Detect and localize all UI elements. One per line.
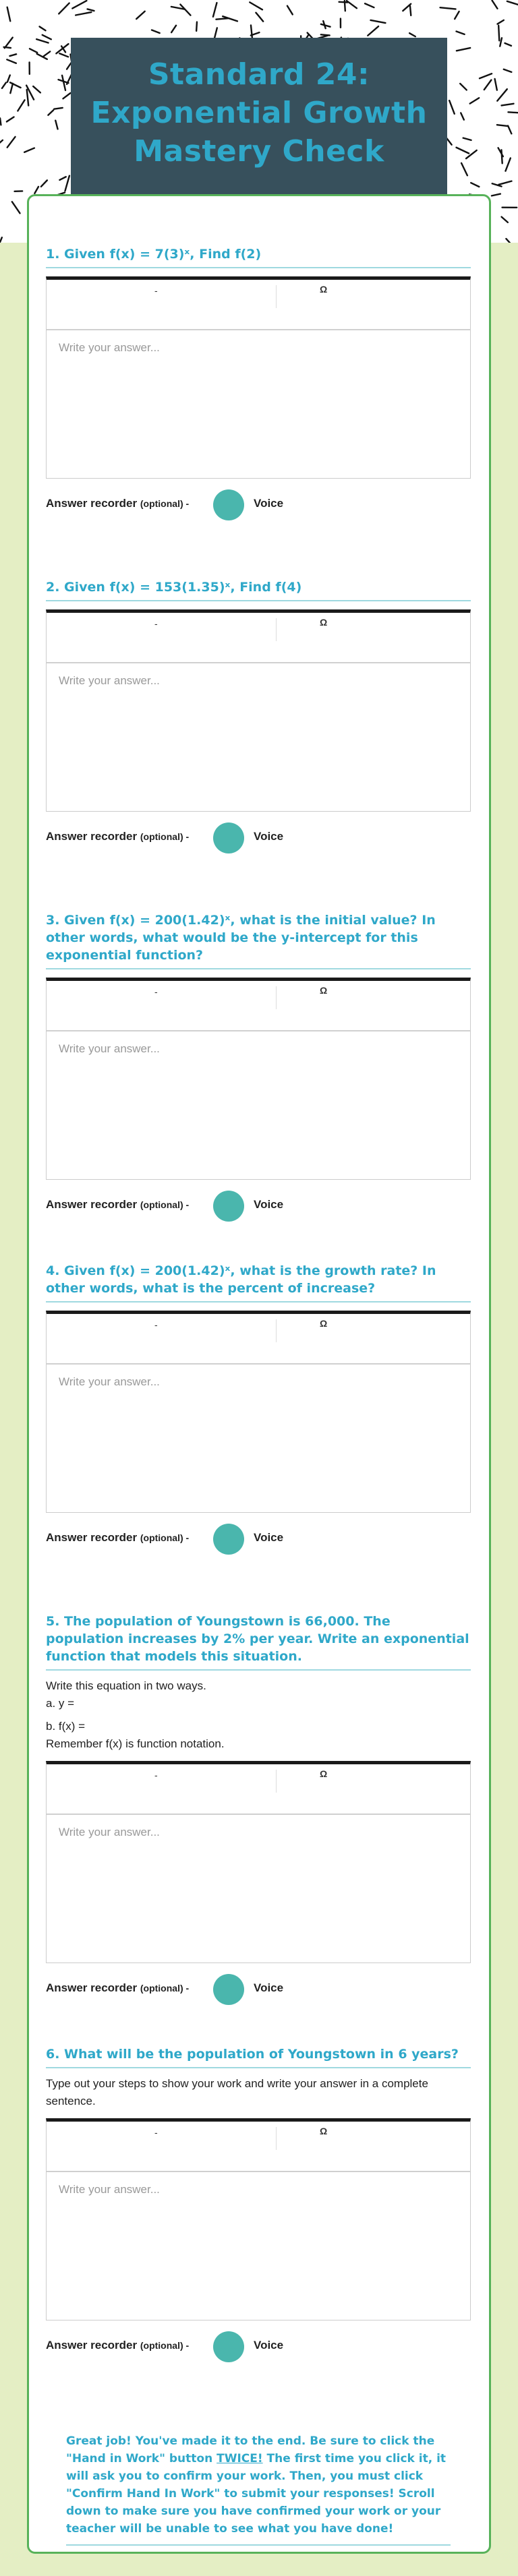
toolbar-divider	[276, 285, 277, 308]
question-5	[46, 1613, 471, 2006]
pattern-stroke	[256, 13, 263, 22]
pattern-stroke	[18, 100, 24, 111]
answer-input[interactable]: Write your answer...	[46, 1814, 471, 1963]
pattern-stroke	[484, 80, 492, 90]
recorder-label: Answer recorder (optional) -	[46, 497, 190, 510]
pattern-stroke	[500, 38, 502, 46]
question-description	[46, 1677, 471, 1753]
desc-line: Remember f(x) is function notation.	[46, 1737, 225, 1750]
pattern-stroke	[62, 76, 65, 90]
pattern-stroke	[9, 54, 16, 56]
answer-input[interactable]: Write your answer...	[46, 1030, 471, 1180]
pattern-stroke	[457, 32, 465, 34]
pattern-stroke	[27, 90, 28, 106]
pattern-stroke	[250, 2, 262, 9]
record-button[interactable]	[213, 2331, 244, 2362]
format-select[interactable]: -	[154, 986, 158, 997]
closing-instructions: Great job! You've made it to the end. Be sure to click the "Hand in Work" button TWICE! The first time you click it, it will ask you to confirm your work. Then, you must click "Confirm Hand In Work" to submit your responses! Scroll down to make sure you have confirmed your work or your teacher will be unable to see what you have done!	[66, 2432, 451, 2546]
editor-toolbar	[46, 1761, 471, 1814]
record-button[interactable]	[213, 489, 244, 520]
pattern-stroke	[30, 49, 37, 53]
recorder-label: Answer recorder (optional) -	[46, 830, 190, 843]
pattern-stroke	[321, 34, 330, 35]
pattern-stroke	[41, 180, 47, 186]
pattern-stroke	[455, 11, 459, 19]
answer-input[interactable]: Write your answer...	[46, 329, 471, 479]
pattern-stroke	[40, 26, 46, 30]
toolbar-divider	[276, 1319, 277, 1342]
pattern-stroke	[457, 148, 469, 154]
pattern-stroke	[505, 158, 510, 171]
pattern-stroke	[4, 47, 11, 48]
title-line: Standard 24:	[148, 57, 370, 92]
pattern-stroke	[507, 1, 518, 5]
pattern-stroke	[12, 202, 20, 213]
pattern-stroke	[33, 86, 40, 92]
pattern-stroke	[501, 150, 502, 163]
page-header	[71, 38, 447, 194]
pattern-stroke	[196, 22, 197, 31]
pattern-stroke	[508, 125, 511, 133]
pattern-stroke	[7, 76, 10, 82]
editor-toolbar	[46, 609, 471, 662]
pattern-stroke	[152, 30, 160, 34]
pattern-stroke	[339, 2, 348, 3]
desc-line: a. y =	[46, 1697, 75, 1710]
format-select[interactable]: -	[154, 1319, 158, 1330]
omega-icon[interactable]: Ω	[320, 1318, 328, 1329]
toolbar-divider	[276, 1770, 277, 1793]
record-button[interactable]	[213, 1974, 244, 2005]
page-title	[71, 55, 447, 171]
format-select[interactable]: -	[154, 1770, 158, 1780]
pattern-stroke	[0, 140, 3, 148]
pattern-stroke	[470, 98, 480, 103]
pattern-stroke	[76, 12, 91, 15]
pattern-stroke	[180, 5, 190, 16]
pattern-stroke	[36, 39, 48, 42]
pattern-stroke	[54, 108, 63, 109]
question-1	[46, 245, 471, 522]
pattern-stroke	[0, 237, 2, 243]
answer-input[interactable]: Write your answer...	[46, 2171, 471, 2320]
record-button[interactable]	[213, 1191, 244, 1222]
pattern-stroke	[171, 26, 176, 32]
pattern-stroke	[449, 100, 455, 114]
pattern-stroke	[10, 84, 13, 93]
question-2	[46, 578, 471, 855]
pattern-stroke	[65, 176, 69, 191]
pattern-stroke	[7, 7, 11, 22]
format-select[interactable]: -	[154, 618, 158, 629]
pattern-stroke	[56, 44, 68, 53]
pattern-stroke	[461, 163, 467, 175]
pattern-stroke	[287, 6, 293, 15]
pattern-stroke	[24, 148, 34, 152]
pattern-stroke	[498, 26, 499, 41]
answer-recorder	[46, 1973, 471, 2006]
answer-recorder	[46, 1522, 471, 1556]
toolbar-divider	[276, 618, 277, 641]
editor-toolbar	[46, 2118, 471, 2171]
question-title: 6. What will be the population of Youngstown in 6 years?	[46, 2045, 471, 2068]
omega-icon[interactable]: Ω	[320, 1768, 328, 1779]
pattern-stroke	[88, 9, 94, 11]
pattern-stroke	[471, 183, 479, 187]
pattern-stroke	[506, 239, 511, 243]
answer-recorder	[46, 2330, 471, 2364]
pattern-stroke	[460, 84, 467, 90]
format-select[interactable]: -	[154, 2127, 158, 2138]
question-title: 4. Given f(x) = 200(1.42)ˣ, what is the growth rate? In other words, what is the percent of increase?	[46, 1262, 471, 1302]
pattern-stroke	[7, 137, 16, 148]
pattern-stroke	[495, 79, 497, 90]
pattern-stroke	[59, 177, 65, 180]
pattern-stroke	[59, 3, 69, 14]
question-6	[46, 2045, 471, 2364]
pattern-stroke	[72, 1, 86, 8]
pattern-stroke	[55, 121, 57, 129]
editor-toolbar	[46, 276, 471, 329]
desc-line: Type out your steps to show your work and write your answer in a complete sentence.	[46, 2077, 428, 2107]
editor-toolbar	[46, 978, 471, 1030]
question-4	[46, 1262, 471, 1556]
omega-icon[interactable]: Ω	[320, 985, 328, 996]
question-title: 1. Given f(x) = 7(3)ˣ, Find f(2)	[46, 245, 471, 268]
pattern-stroke	[7, 117, 14, 122]
pattern-stroke	[0, 118, 1, 125]
recorder-label: Answer recorder (optional) -	[46, 1981, 190, 1994]
pattern-stroke	[505, 43, 511, 46]
voice-label: Voice	[254, 1198, 284, 1211]
pattern-stroke	[2, 82, 6, 88]
pattern-stroke	[365, 3, 374, 7]
pattern-stroke	[497, 20, 503, 24]
omega-icon[interactable]: Ω	[320, 617, 328, 628]
pattern-stroke	[498, 181, 511, 185]
pattern-stroke	[42, 35, 51, 40]
pattern-stroke	[216, 18, 228, 20]
voice-label: Voice	[254, 1981, 284, 1994]
question-title: 5. The population of Youngstown is 66,000. The population increases by 2% per year. Write an exponential function that models this situation.	[46, 1613, 471, 1671]
answer-recorder	[46, 1189, 471, 1223]
pattern-stroke	[497, 125, 507, 126]
recorder-label: Answer recorder (optional) -	[46, 1531, 190, 1544]
pattern-stroke	[497, 89, 507, 100]
question-description	[46, 2075, 471, 2110]
voice-label: Voice	[254, 2339, 284, 2352]
omega-icon[interactable]: Ω	[320, 284, 328, 295]
pattern-stroke	[461, 113, 464, 119]
pattern-stroke	[457, 48, 470, 51]
toolbar-divider	[276, 986, 277, 1009]
pattern-stroke	[466, 150, 477, 158]
answer-recorder	[46, 821, 471, 855]
desc-line: b. f(x) =	[46, 1720, 86, 1733]
voice-label: Voice	[254, 1531, 284, 1544]
title-line: Exponential Growth	[90, 96, 428, 130]
pattern-stroke	[502, 217, 508, 222]
pattern-stroke	[63, 93, 70, 98]
toolbar-divider	[276, 2127, 277, 2150]
editor-toolbar	[46, 1311, 471, 1363]
voice-label: Voice	[254, 830, 284, 843]
answer-input[interactable]: Write your answer...	[46, 1363, 471, 1513]
pattern-stroke	[447, 138, 451, 145]
pattern-stroke	[440, 7, 456, 9]
record-button[interactable]	[213, 822, 244, 853]
pattern-stroke	[371, 20, 386, 23]
pattern-stroke	[368, 26, 378, 36]
pattern-stroke	[502, 104, 514, 106]
recorder-label: Answer recorder (optional) -	[46, 1198, 190, 1211]
pattern-stroke	[410, 6, 411, 16]
pattern-stroke	[480, 73, 492, 78]
record-button[interactable]	[213, 1524, 244, 1555]
pattern-stroke	[504, 69, 512, 72]
desc-line: Write this equation in two ways.	[46, 1679, 206, 1692]
omega-icon[interactable]: Ω	[320, 2126, 328, 2136]
question-title: 2. Given f(x) = 153(1.35)ˣ, Find f(4)	[46, 578, 471, 601]
pattern-stroke	[492, 1, 498, 9]
answer-recorder	[46, 488, 471, 522]
title-line: Mastery Check	[134, 134, 384, 169]
pattern-stroke	[136, 11, 145, 19]
pattern-stroke	[34, 187, 38, 193]
pattern-stroke	[508, 112, 518, 113]
pattern-stroke	[59, 53, 68, 57]
format-select[interactable]: -	[154, 285, 158, 296]
pattern-stroke	[492, 194, 500, 196]
pattern-stroke	[347, 1, 357, 8]
pattern-stroke	[44, 51, 51, 56]
pattern-stroke	[409, 33, 415, 36]
pattern-stroke	[48, 110, 53, 115]
question-3	[46, 911, 471, 1223]
recorder-label: Answer recorder (optional) -	[46, 2339, 190, 2352]
pattern-stroke	[463, 138, 471, 140]
pattern-stroke	[213, 3, 217, 17]
twice-emphasis: TWICE!	[217, 2452, 263, 2465]
voice-label: Voice	[254, 497, 284, 510]
answer-input[interactable]: Write your answer...	[46, 662, 471, 812]
question-title: 3. Given f(x) = 200(1.42)ˣ, what is the initial value? In other words, what would be the y-intercept for this exponential function?	[46, 911, 471, 969]
pattern-stroke	[7, 59, 16, 63]
